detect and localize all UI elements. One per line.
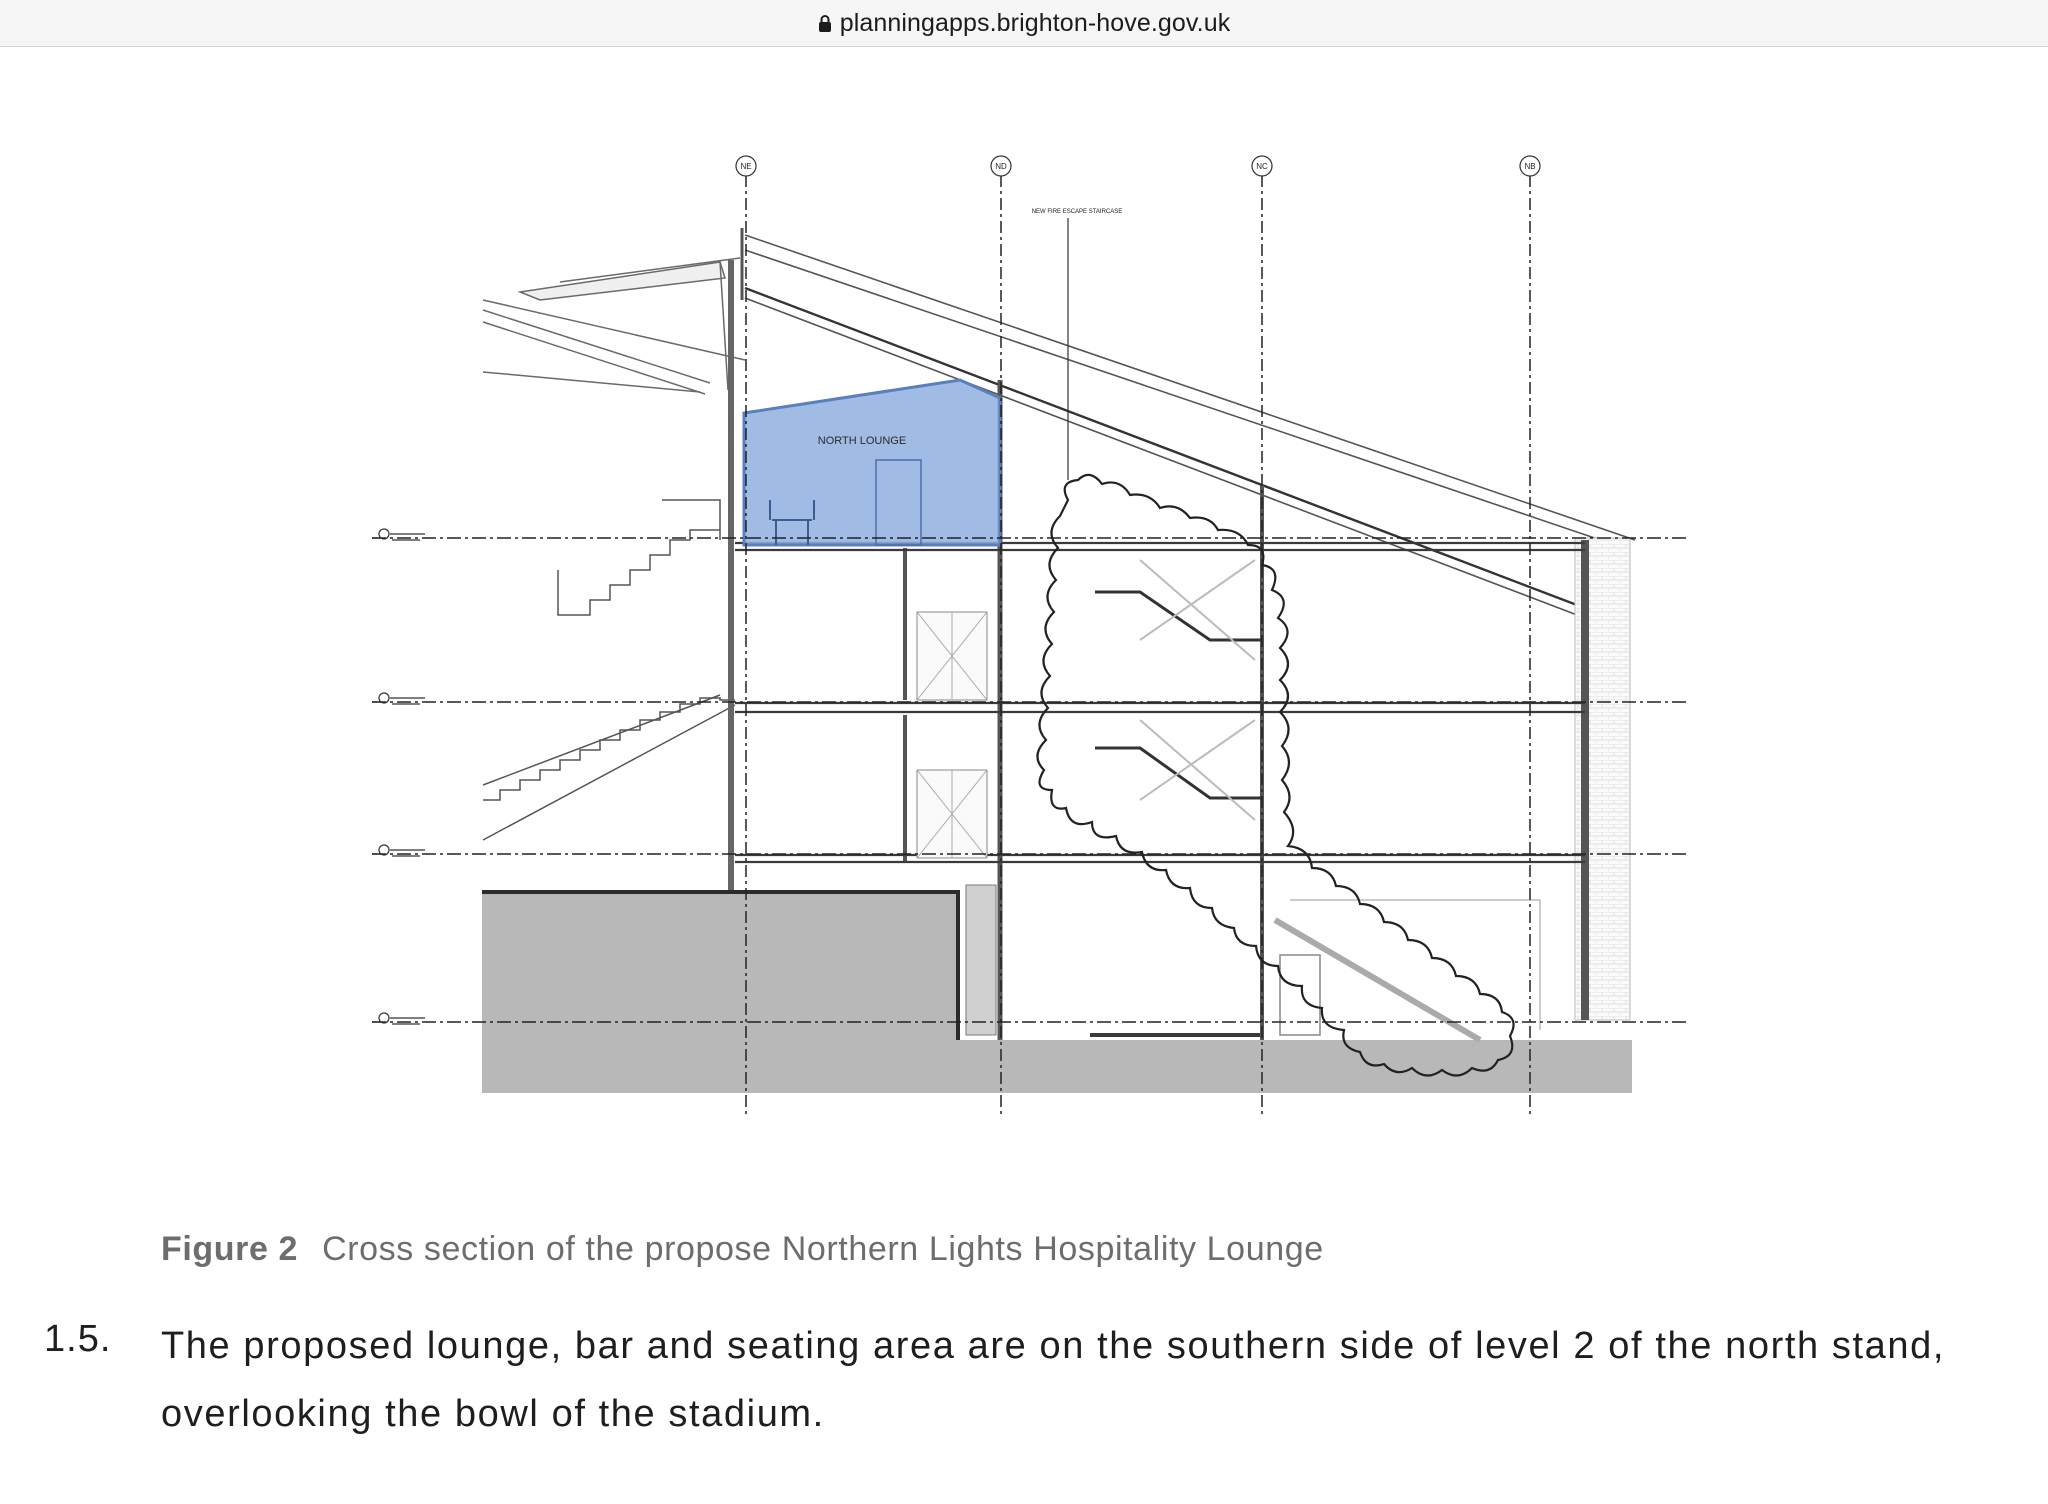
level-markers bbox=[379, 529, 425, 1024]
paragraph-number: 1.5. bbox=[44, 1318, 112, 1360]
ground-mass bbox=[482, 885, 1632, 1093]
staircases bbox=[1095, 560, 1540, 1040]
url-text: planningapps.brighton-hove.gov.uk bbox=[839, 8, 1231, 37]
grid-bubbles bbox=[736, 156, 1540, 176]
left-canopy bbox=[483, 258, 745, 394]
lock-icon bbox=[818, 14, 832, 32]
grid-label-nd: ND bbox=[995, 162, 1007, 171]
north-lounge-label: NORTH LOUNGE bbox=[817, 435, 907, 447]
stair-annotation-label: NEW FIRE ESCAPE STAIRCASE bbox=[1031, 209, 1123, 215]
grid-label-nb: NB bbox=[1524, 162, 1536, 171]
terraced-seating bbox=[483, 500, 735, 840]
revision-cloud bbox=[1037, 475, 1513, 1076]
figure-label: Figure 2 bbox=[161, 1230, 299, 1268]
cross-section-drawing bbox=[360, 140, 1700, 1140]
figure-caption bbox=[161, 1230, 1324, 1269]
url-display[interactable] bbox=[818, 9, 1231, 38]
browser-url-bar[interactable] bbox=[0, 0, 2048, 47]
grid-label-nc: NC bbox=[1256, 162, 1268, 171]
stair-annotation bbox=[1032, 209, 1123, 480]
paragraph-text: The proposed lounge, bar and seating area are on the southern side of level 2 of the north stand, overlooking the bowl of the stadium. bbox=[161, 1325, 1945, 1435]
grid-label-ne: NE bbox=[740, 162, 752, 171]
figure-caption-text: Cross section of the propose Northern Lights Hospitality Lounge bbox=[322, 1230, 1324, 1268]
north-lounge-highlight bbox=[744, 380, 1000, 545]
